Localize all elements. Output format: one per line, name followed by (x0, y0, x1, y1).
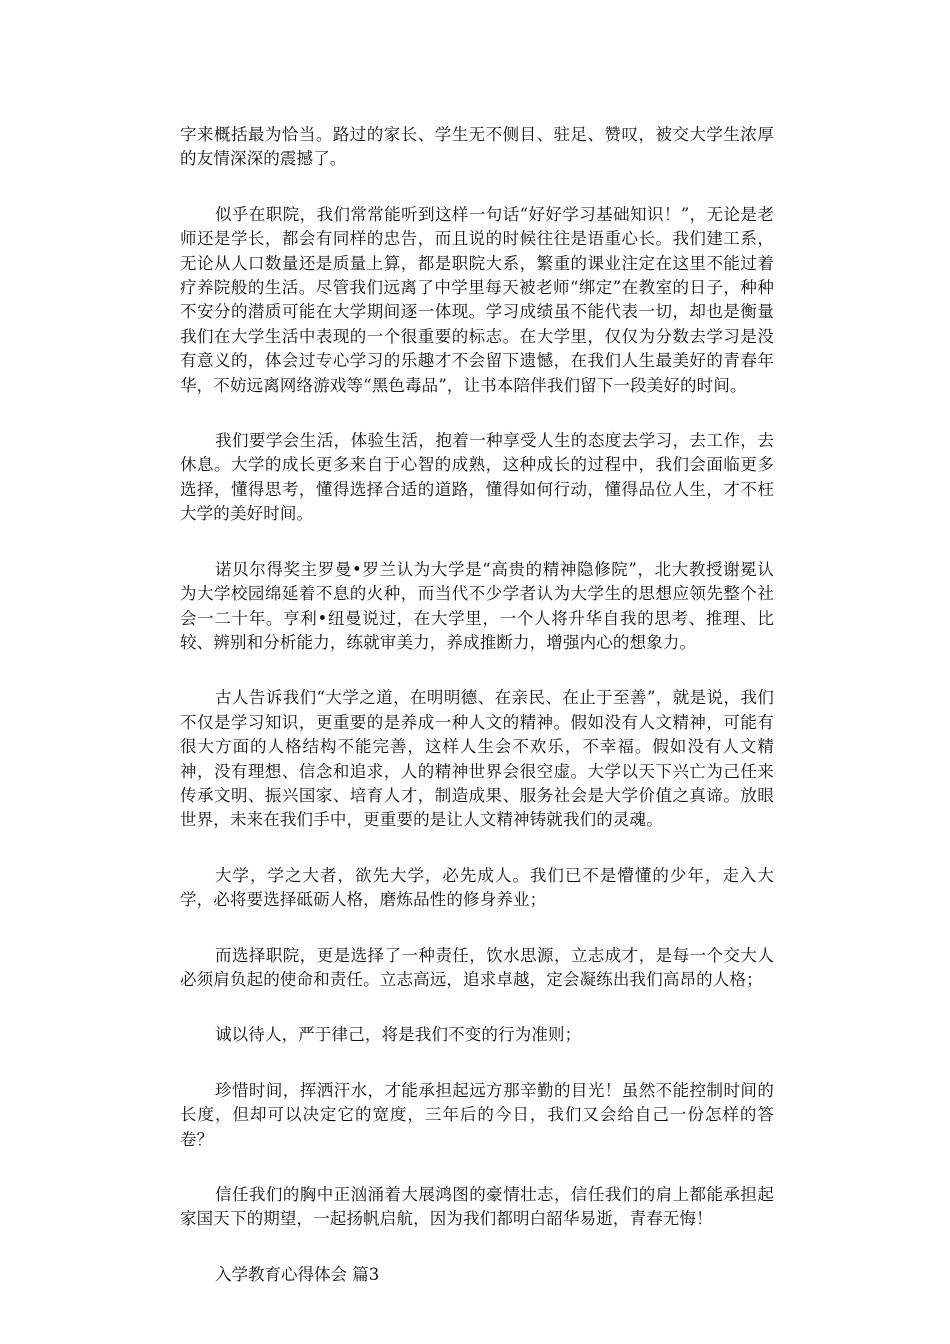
paragraph-closing: 信任我们的胸中正汹涌着大展鸿图的豪情壮志，信任我们的肩上都能承担起家国天下的期望，一起扬帆启航，因为我们都明白韶华易逝，青春无悔！ (180, 1185, 774, 1229)
paragraph-quotes: 诺贝尔得奖主罗曼•罗兰认为大学是“高贵的精神隐修院”，北大教授谢冕认为大学校园绵延着不息的火种，而当代不少学者认为大学生的思想应领先整个社会一二十年。亨利•纽曼说过，在大学里，一个人将升华自我的思考、推理、比较、辨别和分析能力，练就审美力，养成推断力，增强内心的想象力。 (180, 559, 774, 652)
paragraph-time: 珍惜时间，挥洒汗水，才能承担起远方那辛勤的目光！虽然不能控制时间的长度，但却可以决定它的宽度，三年后的今日，我们又会给自己一份怎样的答卷？ (180, 1080, 774, 1149)
paragraph-continued: 字来概括最为恰当。路过的家长、学生无不侧目、驻足、赞叹，被交大学生浓厚的友情深深的震撼了。 (180, 125, 774, 169)
paragraph-becoming-adult: 大学，学之大者，欲先大学，必先成人。我们已不是懵懂的少年，走入大学，必将要选择砥砺人格，磨炼品性的修身养业； (180, 865, 774, 910)
paragraph-study: 似乎在职院，我们常常能听到这样一句话“好好学习基础知识！”，无论是老师还是学长，都会有同样的忠告，而且说的时候往往是语重心长。我们建工系，无论从人口数量还是质量上算，都是职院大系，繁重的课业注定在这里不能过着疗养院般的生活。尽管我们远离了中学里每天被老师“绑定”在教室的日子，种种不安分的潜质可能在大学期间逐一体现。学习成绩虽不能代表一切，却也是衡量我们在大学生活中表现的一个很重要的标志。在大学里，仅仅为分数去学习是没有意义的，体会过专心学习的乐趣才不会留下遗憾，在我们人生最美好的青春年华，不妨远离网络游戏等“黑色毒品”，让书本陪伴我们留下一段美好的时间。 (180, 204, 774, 395)
paragraph-humanities: 古人告诉我们“大学之道，在明明德、在亲民、在止于至善”，就是说，我们不仅是学习知识，更重要的是养成一种人文的精神。假如没有人文精神，可能有很大方面的人格结构不能完善，这样人生会不欢乐，不幸福。假如没有人文精神，没有理想、信念和追求，人的精神世界会很空虚。大学以天下兴亡为己任来传承文明、振兴国家、培育人才，制造成果、服务社会是大学价值之真谛。放眼世界，未来在我们手中，更重要的是让人文精神铸就我们的灵魂。 (180, 688, 774, 830)
paragraph-life: 我们要学会生活，体验生活，抱着一种享受人生的态度去学习，去工作，去休息。大学的成长更多来自于心智的成熟，这种成长的过程中，我们会面临更多选择，懂得思考，懂得选择合适的道路，懂得如何行动，懂得品位人生，才不枉大学的美好时间。 (180, 431, 774, 524)
document-body (180, 123, 774, 1287)
section-heading: 入学教育心得体会 篇3 (215, 1264, 380, 1284)
paragraph-principles: 诚以待人，严于律己，将是我们不变的行为准则； (215, 1025, 582, 1045)
paragraph-responsibility: 而选择职院，更是选择了一种责任，饮水思源，立志成才，是每一个交大人必须肩负起的使命和责任。立志高远，追求卓越，定会凝练出我们高昂的人格； (180, 945, 774, 989)
